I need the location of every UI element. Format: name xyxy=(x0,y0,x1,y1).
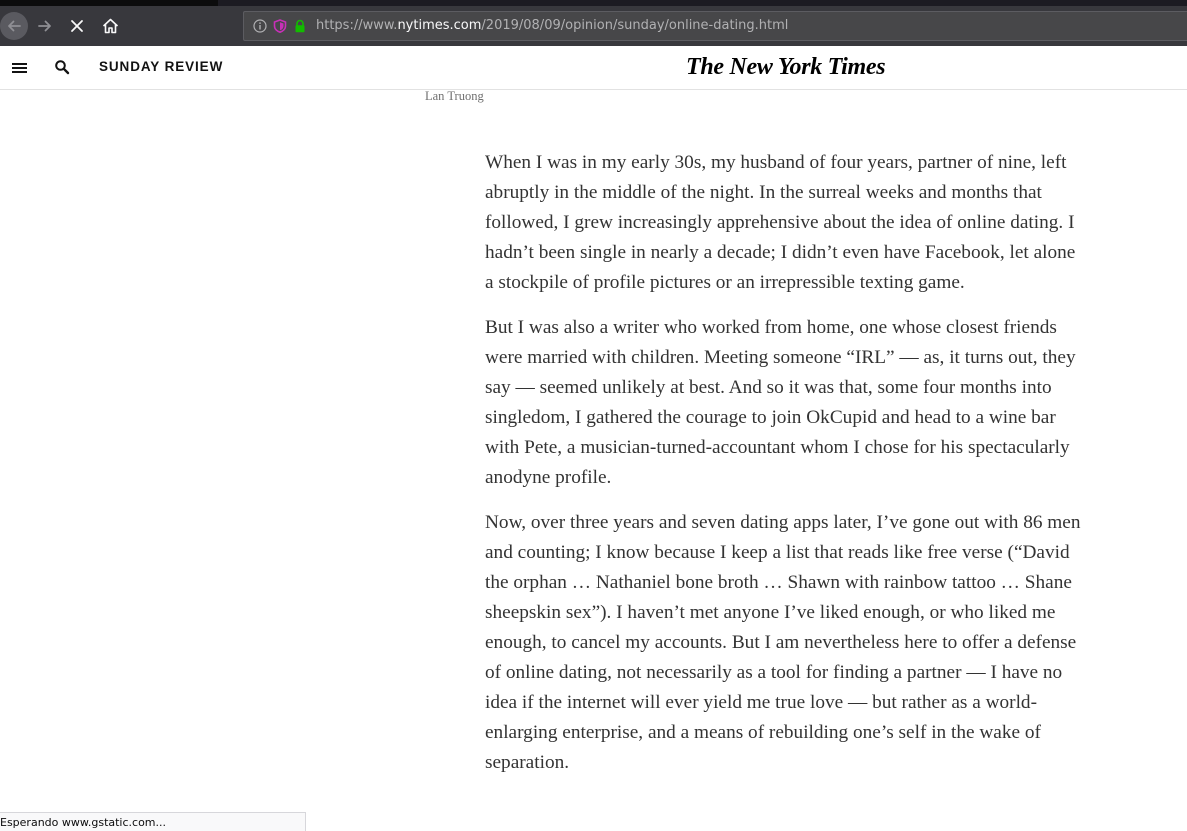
browser-toolbar xyxy=(0,6,1187,46)
stop-loading-button[interactable] xyxy=(65,14,89,38)
menu-icon[interactable] xyxy=(11,60,28,76)
article-body xyxy=(485,148,1085,793)
url-host: nytimes.com xyxy=(397,18,482,33)
stop-icon xyxy=(69,18,85,34)
forward-button[interactable] xyxy=(33,14,57,38)
section-link[interactable]: SUNDAY REVIEW xyxy=(99,59,224,74)
search-icon[interactable] xyxy=(54,59,70,75)
home-button[interactable] xyxy=(98,14,122,38)
url-prefix: https://www. xyxy=(316,18,398,33)
status-bar: Esperando www.gstatic.com... xyxy=(0,812,306,831)
image-credit: Lan Truong xyxy=(425,89,484,103)
nyt-logo[interactable]: The New York Times xyxy=(686,54,886,80)
article-paragraph: But I was also a writer who worked from home, one whose closest friends were married with children. Meeting someone “IRL” — as, it turns out, they say — seemed unlikely at best. And so it was that, some four months into singledom, I gathered the courage to join OkCupid and head to a wine bar with Pete, a musician-turned-accountant whom I chose for his spectacularly anodyne profile. xyxy=(485,317,1076,488)
article-paragraph: When I was in my early 30s, my husband of four years, partner of nine, left abruptly in the middle of the night. In the surreal weeks and months that followed, I grew increasingly apprehensive about the idea of online dating. I hadn’t been single in nearly a decade; I didn’t even have Facebook, let alone a stockpile of profile pictures or an irrepressible texting game. xyxy=(485,152,1076,293)
lock-icon[interactable] xyxy=(293,19,307,33)
url-path: /2019/08/09/opinion/sunday/online-dating.html xyxy=(481,18,789,33)
info-icon[interactable] xyxy=(253,19,267,33)
address-bar[interactable] xyxy=(243,11,1187,41)
tracking-protection-icon[interactable] xyxy=(273,19,287,33)
site-header xyxy=(0,46,1187,90)
back-icon xyxy=(6,18,22,34)
home-icon xyxy=(102,18,119,34)
article-paragraph: Now, over three years and seven dating apps later, I’ve gone out with 86 men and counting; I know because I keep a list that reads like free verse (“David the orphan … Nathaniel bone broth … Shawn with rainbow tattoo … Shane sheepskin sex”). I haven’t met anyone I’ve liked enough, or who liked me enough, to cancel my accounts. But I am nevertheless here to offer a defense of online dating, not necessarily as a tool for finding a partner — I have no idea if the internet will ever yield me true love — but rather as a world-enlarging enterprise, and a means of rebuilding one’s self in the wake of separation. xyxy=(485,512,1081,773)
back-button[interactable] xyxy=(0,12,28,40)
forward-icon xyxy=(37,18,53,34)
url-text[interactable] xyxy=(316,18,788,33)
